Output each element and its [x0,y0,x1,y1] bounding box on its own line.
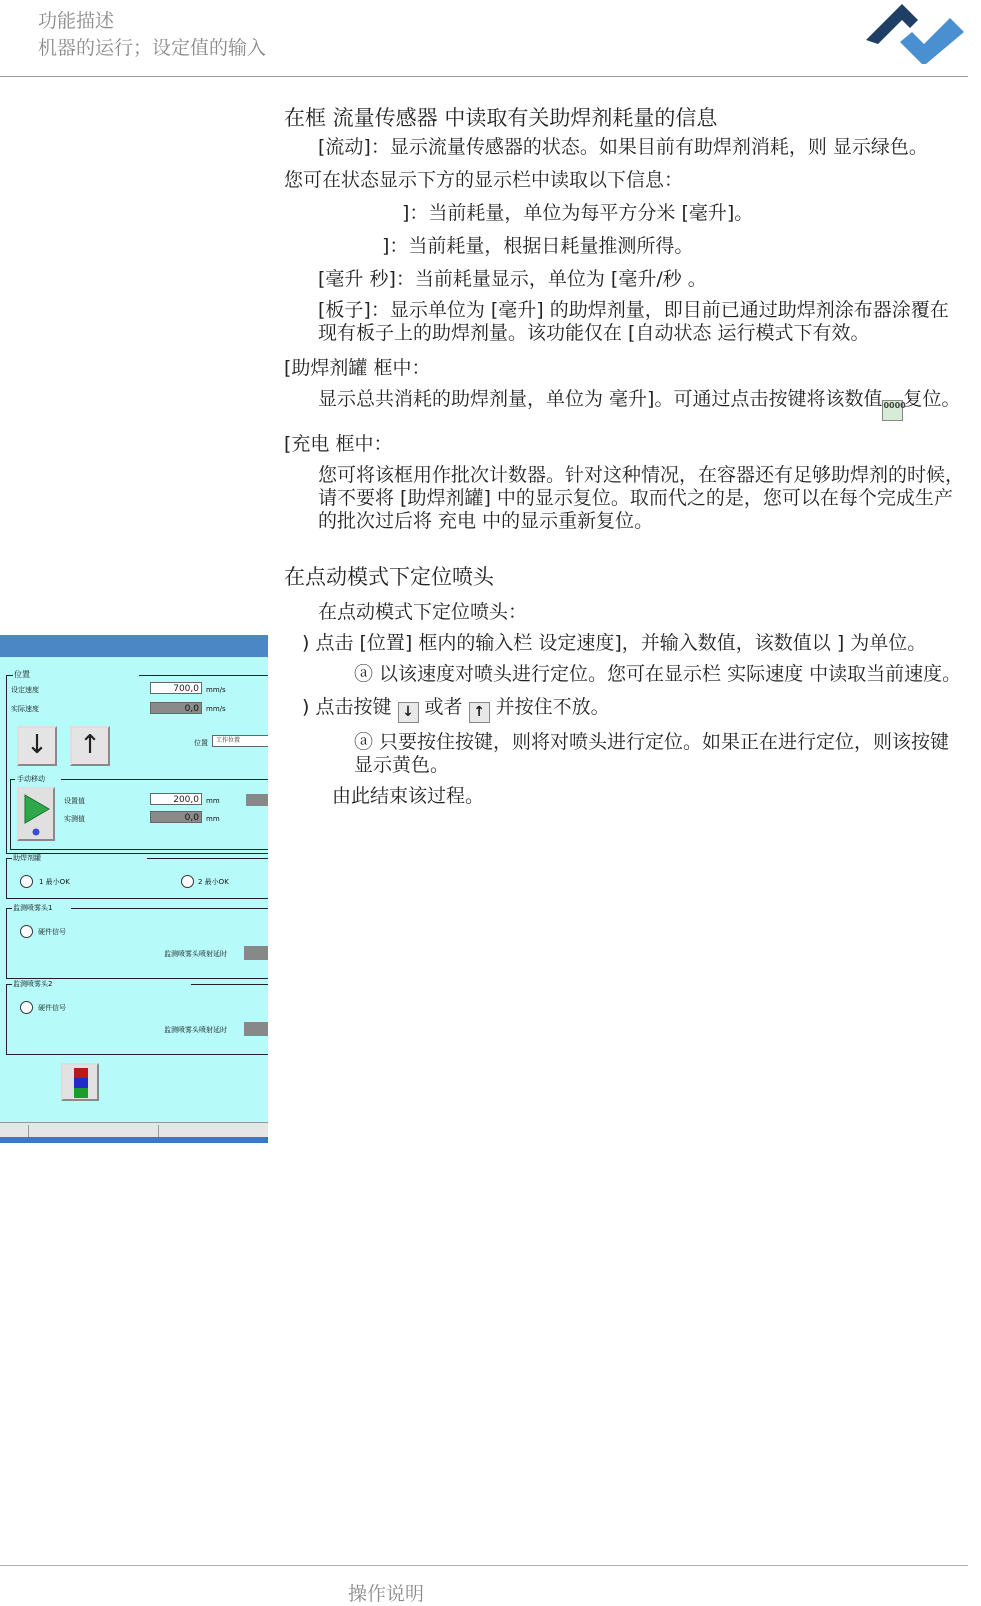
monitor-nozzle1-group [6,908,268,979]
jog-intro: 在点动模式下定位喷头： [318,601,528,623]
jog-step-2-text-a: ) 点击按键 [302,696,392,718]
header-subtitle: 机器的运行；设定值的输入 [38,37,267,59]
panel-bottom-border [0,1137,268,1143]
section-heading-flow-sensor: 在框 流量传感器 中读取有关助焊剂耗量的信息 [284,106,718,130]
measured-label: 实测值 [64,815,85,823]
charge-intro: [充电 框中： [284,433,393,455]
list-item-board: [板子]：显示单位为 [毫升] 的助焊剂量，即目前已通过助焊剂涂布器涂覆在现有板子上的助焊剂量。该功能仅在 [自动状态 运行模式下有效。 [318,299,949,344]
flux-tank-description [284,388,964,421]
flux-tank-intro: [助焊剂罐 框中： [284,357,431,379]
actual-speed-unit: mm/s [206,705,226,713]
tank1-label: 1 最小OK [39,878,70,886]
position-input[interactable]: 工作位置 [212,735,268,747]
measured-unit: mm [206,815,220,823]
list-item-consumption-area: ]：当前耗量，单位为每平方分米 [毫升]。 [402,202,754,224]
actual-speed-label: 实际速度 [11,705,39,713]
position-group-title: 位置 [14,670,30,679]
jog-result-1: ⓐ 以该速度对喷头进行定位。您可在显示栏 实际速度 中读取当前速度。 [354,663,962,685]
header-title: 功能描述 [38,10,115,32]
arrow-up-icon: ↑ [469,702,490,723]
signal-tower-icon [74,1068,88,1098]
header-divider [0,76,968,77]
nozzle2-hw-label: 硬件信号 [38,1004,66,1012]
actual-speed-display: 0,0 [150,702,202,714]
start-jog-button[interactable] [17,787,55,841]
jog-step-2-text-b: 或者 [424,696,463,718]
jog-step-2 [284,696,964,723]
flux-tank-text: 显示总共消耗的助焊剂量，单位为 毫升]。可通过点击按键将该数值 [318,388,883,410]
monitor-nozzle2-title: 监测喷雾头2 [13,980,53,988]
software-panel-screenshot [0,635,268,1143]
position-label: 位置 [194,739,208,747]
nozzle1-delay-display [244,946,268,960]
set-speed-label: 设定速度 [11,686,39,694]
jog-end: 由此结束该过程。 [332,785,485,807]
footer-divider [0,1565,968,1566]
flux-tank-group-title: 助焊剂罐 [13,854,41,862]
monitor-nozzle1-title: 监测喷雾头1 [13,904,53,912]
company-logo [866,2,966,64]
panel-titlebar [0,635,268,657]
nozzle1-hw-label: 硬件信号 [38,928,66,936]
tank1-indicator [20,875,33,888]
measured-display: 0,0 [150,811,202,823]
tank2-indicator [181,875,194,888]
nozzle2-delay-label: 监测喷雾头喷射延时 [164,1026,227,1034]
flux-tank-text-end: 复位。 [903,388,961,410]
nozzle1-delay-label: 监测喷雾头喷射延时 [164,950,227,958]
jog-step-2-text-c: 并按住不放。 [495,696,610,718]
setpoint-label: 设置值 [64,797,85,805]
set-speed-unit: mm/s [206,686,226,694]
document-body [284,104,964,808]
flow-status-paragraph: [流动]：显示流量传感器的状态。如果目前有助焊剂消耗，则 显示绿色。 [318,136,928,158]
footer-text: 操作说明 [348,1583,425,1605]
jog-subgroup-title: 手动移动 [17,775,45,783]
tank2-label: 2 最小OK [198,878,229,886]
nozzle1-hw-indicator [20,925,33,938]
monitor-nozzle2-group [6,984,268,1055]
nozzle2-delay-display [244,1022,268,1036]
play-icon [19,789,53,839]
jog-up-button[interactable]: ↑ [70,726,110,766]
setpoint-extra-display [246,794,268,806]
jog-down-button[interactable]: ↓ [17,726,57,766]
reset-counter-icon: 0000 [882,400,903,421]
charge-description: 您可将该框用作批次计数器。针对这种情况，在容器还有足够助焊剂的时候，请不要将 [助焊剂罐] 中的显示复位。取而代之的是，您可以在每个完成生产的批次过后将 充电 中的显示重新复位。 [318,464,965,532]
arrow-down-icon: ↓ [398,702,419,723]
jog-step-1: ) 点击 [位置] 框内的输入栏 设定速度]，并输入数值，该数值以 ] 为单位。 [302,632,927,654]
setpoint-unit: mm [206,797,220,805]
list-item-consumption-rate: [毫升 秒]：当前耗量显示，单位为 [毫升/秒 。 [318,268,707,290]
list-item-consumption-daily: ]：当前耗量，根据日耗量推测所得。 [382,235,694,257]
nozzle2-hw-indicator [20,1001,33,1014]
setpoint-input[interactable]: 200,0 [150,793,202,805]
status-info-intro: 您可在状态显示下方的显示栏中读取以下信息： [284,169,684,191]
set-speed-input[interactable]: 700,0 [150,682,202,694]
jog-result-2: ⓐ 只要按住按键，则将对喷头进行定位。如果正在进行定位，则该按键显示黄色。 [354,731,950,776]
section-heading-jog-mode: 在点动模式下定位喷头 [284,565,494,589]
signal-light-button[interactable] [61,1063,99,1101]
